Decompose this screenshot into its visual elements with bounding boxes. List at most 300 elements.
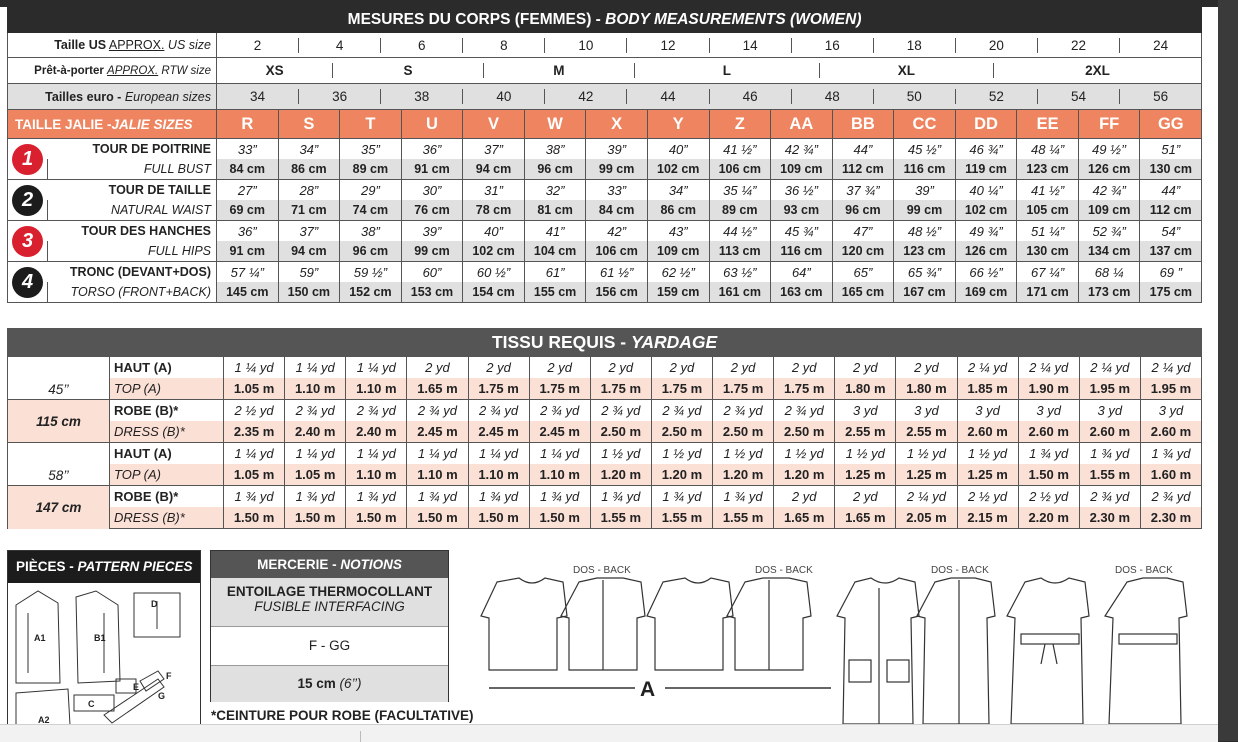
measurement-inch-cell: 43” [647, 221, 709, 242]
piece-label: D [151, 599, 158, 609]
measurement-name-en: NATURAL WAIST [48, 200, 217, 221]
measurement-cm-cell: 102 cm [463, 241, 525, 262]
yardage-yd-cell: 2 yd [407, 357, 468, 379]
yardage-m-cell: 1.50 m [407, 507, 468, 529]
yardage-m-cell: 1.80 m [835, 378, 896, 400]
jalie-size-cell: CC [894, 110, 956, 139]
yardage-m-cell: 1.65 m [835, 507, 896, 529]
rtw-size-row-cell: 2XL [993, 63, 1201, 78]
us-size-row-cell: 22 [1037, 38, 1119, 53]
measurement-cm-cell: 126 cm [1078, 159, 1140, 180]
rtw-size-row-cell: XS [265, 63, 284, 78]
yardage-yd-cell: 1 ¾ yd [346, 486, 407, 508]
yardage-m-cell: 1.10 m [346, 464, 407, 486]
jalie-size-cell: Z [709, 110, 771, 139]
yardage-m-cell: 2.50 m [713, 421, 774, 443]
yardage-yd-cell: 3 yd [957, 400, 1018, 422]
yardage-m-cell: 1.10 m [346, 378, 407, 400]
yardage-yd-cell: 2 yd [529, 357, 590, 379]
measurement-inch-cell: 60 ½” [463, 262, 525, 283]
yardage-yd-cell: 1 ¾ yd [1018, 443, 1079, 465]
measurement-row-cm [8, 241, 1202, 262]
measurement-cm-cell: 165 cm [832, 282, 894, 303]
yardage-row-yards [8, 486, 1202, 508]
yardage-m-cell: 1.10 m [285, 378, 346, 400]
measurement-inch-cell: 34” [278, 139, 340, 160]
measurement-cm-cell: 126 cm [955, 241, 1017, 262]
measurement-inch-cell: 35” [340, 139, 402, 160]
yardage-yd-cell: 3 yd [1079, 400, 1140, 422]
measurement-inch-cell: 33” [217, 139, 279, 160]
yardage-m-cell: 1.50 m [529, 507, 590, 529]
measurement-inch-cell: 44” [1140, 180, 1202, 201]
measurement-cm-cell: 102 cm [955, 200, 1017, 221]
measurement-cm-cell: 163 cm [771, 282, 833, 303]
us-size-row-cell: 16 [791, 38, 873, 53]
us-size-row-cell: 4 [298, 38, 380, 53]
yardage-m-cell: 2.40 m [285, 421, 346, 443]
yardage-m-cell: 1.75 m [713, 378, 774, 400]
measurement-inch-cell: 36 ½” [771, 180, 833, 201]
measurement-cm-cell: 106 cm [709, 159, 771, 180]
measurement-inch-cell: 64” [771, 262, 833, 283]
measurement-name-en: FULL HIPS [48, 241, 217, 262]
garment-name-en: DRESS (B)* [110, 421, 224, 443]
yardage-m-cell: 2.30 m [1079, 507, 1140, 529]
yardage-m-cell: 2.45 m [529, 421, 590, 443]
measurement-inch-cell: 40 ¼” [955, 180, 1017, 201]
back-label: DOS - BACK [931, 565, 989, 576]
yardage-yd-cell: 2 yd [713, 357, 774, 379]
measurement-cm-cell: 159 cm [647, 282, 709, 303]
measurement-cm-cell: 78 cm [463, 200, 525, 221]
yardage-yd-cell: 1 ¾ yd [590, 486, 651, 508]
yardage-m-cell: 1.90 m [1018, 378, 1079, 400]
yardage-yd-cell: 2 ¼ yd [1140, 357, 1201, 379]
yardage-yd-cell: 1 ¼ yd [468, 443, 529, 465]
measurement-cm-cell: 120 cm [832, 241, 894, 262]
rtw-size-row-values [217, 58, 1202, 84]
euro-size-row-cell: 38 [380, 89, 462, 104]
yardage-yd-cell: 2 ¾ yd [346, 400, 407, 422]
dress-front-sketch [837, 578, 919, 724]
measurement-row-inches [8, 139, 1202, 160]
jalie-size-cell: EE [1017, 110, 1079, 139]
measurement-cm-cell: 171 cm [1017, 282, 1079, 303]
measurement-row-cm [8, 200, 1202, 221]
yardage-row-meters [8, 464, 1202, 486]
measurement-inch-cell: 49 ½’’ [1078, 139, 1140, 160]
yardage-yd-cell: 2 ¼ yd [1079, 357, 1140, 379]
yardage-row-yards [8, 443, 1202, 465]
fabric-width-inches: 45’’ [8, 357, 110, 400]
measurement-cm-cell: 137 cm [1140, 241, 1202, 262]
yardage-m-cell: 1.20 m [713, 464, 774, 486]
measurements-header-row [8, 8, 1202, 33]
measurement-inch-cell: 36” [401, 139, 463, 160]
measurement-inch-cell: 40” [647, 139, 709, 160]
yardage-yd-cell: 1 ¾ yd [529, 486, 590, 508]
yardage-m-cell: 1.05 m [224, 464, 285, 486]
measurement-inch-cell: 44 ½” [709, 221, 771, 242]
measurement-cm-cell: 130 cm [1140, 159, 1202, 180]
measurement-inch-cell: 42 ¾” [771, 139, 833, 160]
measurement-cm-cell: 106 cm [586, 241, 648, 262]
yardage-m-cell: 1.10 m [407, 464, 468, 486]
yardage-yd-cell: 2 ¾ yd [468, 400, 529, 422]
measurement-inch-cell: 67 ¼” [1017, 262, 1079, 283]
yardage-yd-cell: 1 ½ yd [590, 443, 651, 465]
yardage-yd-cell: 2 yd [590, 357, 651, 379]
measurement-cm-cell: 86 cm [278, 159, 340, 180]
measurement-inch-cell: 33” [586, 180, 648, 201]
yardage-yd-cell: 2 ½ yd [1018, 486, 1079, 508]
yardage-yd-cell: 2 ¾ yd [713, 400, 774, 422]
yardage-yd-cell: 2 ¾ yd [1079, 486, 1140, 508]
measurement-inch-cell: 48 ¼” [1017, 139, 1079, 160]
measurement-cm-cell: 105 cm [1017, 200, 1079, 221]
yardage-yd-cell: 2 yd [651, 357, 712, 379]
notions-title: MERCERIE - NOTIONS [211, 551, 448, 578]
measurement-cm-cell: 167 cm [894, 282, 956, 303]
garment-name-fr: ROBE (B)* [110, 400, 224, 422]
measurement-cm-cell: 109 cm [771, 159, 833, 180]
us-size-row-cell: 12 [626, 38, 708, 53]
measurement-inch-cell: 39” [586, 139, 648, 160]
yardage-m-cell: 1.20 m [590, 464, 651, 486]
measurement-inch-cell: 42 ¾” [1078, 180, 1140, 201]
pattern-pieces-title: PIÈCES - PATTERN PIECES [8, 551, 200, 583]
measurement-cm-cell: 96 cm [832, 200, 894, 221]
measurement-row-cm [8, 282, 1202, 303]
yardage-yd-cell: 3 yd [835, 400, 896, 422]
yardage-yd-cell: 2 ¼ yd [896, 486, 957, 508]
measurement-name-en: TORSO (FRONT+BACK) [48, 282, 217, 303]
measurement-cm-cell: 94 cm [463, 159, 525, 180]
yardage-yd-cell: 1 ½ yd [774, 443, 835, 465]
jalie-size-cell: BB [832, 110, 894, 139]
yardage-m-cell: 2.60 m [1018, 421, 1079, 443]
piece-label: C [88, 699, 95, 709]
yardage-m-cell: 1.95 m [1140, 378, 1201, 400]
measurement-inch-cell: 66 ½” [955, 262, 1017, 283]
yardage-m-cell: 2.50 m [651, 421, 712, 443]
rtw-size-row-cell: L [634, 63, 819, 78]
us-size-row-cell: 24 [1119, 38, 1201, 53]
measurement-number-badge: 3 [12, 226, 43, 257]
us-size-row [8, 33, 1202, 58]
measurement-inch-cell: 38” [524, 139, 586, 160]
measurement-inch-cell: 40” [463, 221, 525, 242]
measurement-cm-cell: 161 cm [709, 282, 771, 303]
measurement-inch-cell: 47” [832, 221, 894, 242]
measurement-number-badge: 1 [12, 144, 43, 175]
yardage-m-cell: 1.75 m [651, 378, 712, 400]
yardage-m-cell: 1.60 m [1140, 464, 1201, 486]
yardage-yd-cell: 1 ¾ yd [1079, 443, 1140, 465]
measurement-inch-cell: 52 ¾” [1078, 221, 1140, 242]
measurement-inch-cell: 37” [278, 221, 340, 242]
yardage-yd-cell: 1 ¼ yd [285, 357, 346, 379]
yardage-row-meters [8, 421, 1202, 443]
notion-item-en: FUSIBLE INTERFACING [254, 599, 405, 614]
yardage-yd-cell: 2 yd [468, 357, 529, 379]
yardage-yd-cell: 2 ½ yd [224, 400, 285, 422]
yardage-yd-cell: 2 yd [835, 486, 896, 508]
measurement-inch-cell: 34” [647, 180, 709, 201]
yardage-yd-cell: 1 ½ yd [957, 443, 1018, 465]
euro-size-row-cell: 48 [791, 89, 873, 104]
yardage-yd-cell: 1 ¼ yd [529, 443, 590, 465]
yardage-yd-cell: 1 ¼ yd [224, 357, 285, 379]
measurement-cm-cell: 96 cm [340, 241, 402, 262]
measurement-inch-cell: 29” [340, 180, 402, 201]
notion-item-fr: ENTOILAGE THERMOCOLLANT [226, 584, 433, 599]
garment-name-en: TOP (A) [110, 464, 224, 486]
measurement-cm-cell: 102 cm [647, 159, 709, 180]
piece-label: A1 [34, 633, 46, 643]
piece-label: B1 [94, 633, 106, 643]
yardage-m-cell: 1.05 m [224, 378, 285, 400]
euro-size-row-cell: 44 [626, 89, 708, 104]
measurement-number-badge: 4 [12, 267, 43, 298]
measurement-inch-cell: 41 ½” [1017, 180, 1079, 201]
measurement-inch-cell: 51” [1140, 139, 1202, 160]
yardage-yd-cell: 1 ¼ yd [346, 357, 407, 379]
yardage-yd-cell: 1 ½ yd [896, 443, 957, 465]
measurement-inch-cell: 49 ¾” [955, 221, 1017, 242]
measurement-number [8, 221, 48, 262]
yardage-m-cell: 2.45 m [407, 421, 468, 443]
yardage-yd-cell: 1 ¼ yd [346, 443, 407, 465]
measurement-cm-cell: 81 cm [524, 200, 586, 221]
back-label: DOS - BACK [755, 565, 813, 576]
yardage-row-yards [8, 357, 1202, 379]
measurement-inch-cell: 28” [278, 180, 340, 201]
euro-size-row-cell: 50 [873, 89, 955, 104]
measurement-name-fr: TOUR DES HANCHES [48, 221, 217, 242]
yardage-header-row [8, 329, 1202, 357]
yardage-yd-cell: 2 ¾ yd [407, 400, 468, 422]
measurement-inch-cell: 45 ½” [894, 139, 956, 160]
yardage-m-cell: 1.75 m [468, 378, 529, 400]
notion-quantity: 15 cm (6’’) [211, 665, 448, 702]
yardage-yd-cell: 2 ¾ yd [651, 400, 712, 422]
measurement-row-inches [8, 221, 1202, 242]
rtw-size-row-cell: M [483, 63, 634, 78]
yardage-yd-cell: 2 ¾ yd [285, 400, 346, 422]
jalie-size-cell: R [217, 110, 279, 139]
rtw-size-row [8, 58, 1202, 84]
measurement-row-inches [8, 180, 1202, 201]
measurement-name-fr: TOUR DE TAILLE [48, 180, 217, 201]
jalie-size-cell: W [524, 110, 586, 139]
yardage-yd-cell: 2 ¾ yd [590, 400, 651, 422]
yardage-m-cell: 2.40 m [346, 421, 407, 443]
measurement-inch-cell: 63 ½” [709, 262, 771, 283]
jalie-size-cell: S [278, 110, 340, 139]
measurement-number [8, 262, 48, 303]
yardage-m-cell: 2.20 m [1018, 507, 1079, 529]
yardage-row-yards [8, 400, 1202, 422]
us-size-row-cell: 10 [544, 38, 626, 53]
jalie-size-cell: U [401, 110, 463, 139]
jalie-size-cell: DD [955, 110, 1017, 139]
yardage-yd-cell: 2 yd [835, 357, 896, 379]
measurement-row-cm [8, 159, 1202, 180]
yardage-m-cell: 1.55 m [651, 507, 712, 529]
jalie-size-cell: FF [1078, 110, 1140, 139]
yardage-m-cell: 1.50 m [285, 507, 346, 529]
measurement-inch-cell: 31” [463, 180, 525, 201]
measurement-inch-cell: 37 ¾” [832, 180, 894, 201]
yardage-m-cell: 1.55 m [713, 507, 774, 529]
piece-label: G [158, 691, 166, 701]
measurement-number [8, 139, 48, 180]
us-size-row-cell: 2 [253, 37, 262, 53]
yardage-m-cell: 1.50 m [1018, 464, 1079, 486]
notion-item [211, 578, 448, 626]
yardage-m-cell: 2.55 m [835, 421, 896, 443]
yardage-m-cell: 2.55 m [896, 421, 957, 443]
measurement-cm-cell: 91 cm [217, 241, 279, 262]
measurement-inch-cell: 35 ¼” [709, 180, 771, 201]
measurement-cm-cell: 134 cm [1078, 241, 1140, 262]
garment-name-en: DRESS (B)* [110, 507, 224, 529]
dress-back-sketch [917, 578, 995, 724]
top-front-sketch [481, 578, 567, 670]
measurements-title: MESURES DU CORPS (FEMMES) - BODY MEASUREMENTS (WOMEN) [8, 8, 1202, 33]
piece-label: F [166, 671, 172, 681]
yardage-yd-cell: 2 yd [774, 486, 835, 508]
measurement-cm-cell: 74 cm [340, 200, 402, 221]
yardage-m-cell: 2.05 m [896, 507, 957, 529]
notion-size-range: F - GG [211, 626, 448, 665]
yardage-yd-cell: 2 yd [774, 357, 835, 379]
yardage-m-cell: 1.10 m [529, 464, 590, 486]
euro-size-row-cell: 40 [462, 89, 544, 104]
measurement-inch-cell: 30” [401, 180, 463, 201]
euro-size-row-cell: 56 [1119, 89, 1201, 104]
measurement-inch-cell: 41” [524, 221, 586, 242]
yardage-m-cell: 1.55 m [1079, 464, 1140, 486]
measurement-inch-cell: 38” [340, 221, 402, 242]
measurement-cm-cell: 86 cm [647, 200, 709, 221]
yardage-m-cell: 1.75 m [529, 378, 590, 400]
yardage-m-cell: 2.60 m [1140, 421, 1201, 443]
jalie-size-row [8, 110, 1202, 139]
yardage-yd-cell: 1 ¼ yd [224, 443, 285, 465]
measurement-cm-cell: 69 cm [217, 200, 279, 221]
garment-name-fr: HAUT (A) [110, 443, 224, 465]
measurement-inch-cell: 61” [524, 262, 586, 283]
fabric-width-inches: 58’’ [8, 443, 110, 486]
measurement-cm-cell: 156 cm [586, 282, 648, 303]
belted-dress-back-sketch [1105, 578, 1187, 724]
measurement-inch-cell: 41 ½” [709, 139, 771, 160]
euro-size-row-cell: 36 [298, 89, 380, 104]
yardage-m-cell: 2.30 m [1140, 507, 1201, 529]
measurement-cm-cell: 173 cm [1078, 282, 1140, 303]
measurement-inch-cell: 69 ” [1140, 262, 1202, 283]
yardage-m-cell: 1.65 m [774, 507, 835, 529]
yardage-m-cell: 2.15 m [957, 507, 1018, 529]
yardage-m-cell: 1.55 m [590, 507, 651, 529]
measurement-cm-cell: 93 cm [771, 200, 833, 221]
measurement-cm-cell: 94 cm [278, 241, 340, 262]
measurement-inch-cell: 57 ¼” [217, 262, 279, 283]
yardage-yd-cell: 1 ¼ yd [285, 443, 346, 465]
us-size-row-cell: 8 [462, 38, 544, 53]
technical-drawings [475, 558, 1205, 724]
yardage-yd-cell: 3 yd [896, 400, 957, 422]
measurement-cm-cell: 89 cm [709, 200, 771, 221]
yardage-row-meters [8, 507, 1202, 529]
measurement-cm-cell: 71 cm [278, 200, 340, 221]
top-edge [0, 0, 1218, 7]
jalie-size-cell: V [463, 110, 525, 139]
yardage-m-cell: 1.75 m [590, 378, 651, 400]
yardage-table [7, 328, 1202, 529]
measurement-number-badge: 2 [12, 185, 43, 216]
yardage-m-cell: 1.50 m [468, 507, 529, 529]
yardage-yd-cell: 1 ½ yd [835, 443, 896, 465]
yardage-m-cell: 1.75 m [774, 378, 835, 400]
yardage-yd-cell: 1 ¾ yd [407, 486, 468, 508]
measurement-cm-cell: 175 cm [1140, 282, 1202, 303]
jalie-size-cell: GG [1140, 110, 1202, 139]
back-label: DOS - BACK [1115, 565, 1173, 576]
yardage-m-cell: 1.25 m [835, 464, 896, 486]
measurement-cm-cell: 150 cm [278, 282, 340, 303]
viewer-scrollbar-track[interactable] [1218, 0, 1238, 741]
measurement-cm-cell: 84 cm [586, 200, 648, 221]
jalie-size-cell: AA [771, 110, 833, 139]
measurement-name-fr: TOUR DE POITRINE [48, 139, 217, 160]
measurement-cm-cell: 91 cm [401, 159, 463, 180]
euro-size-row-values [217, 84, 1202, 110]
yardage-yd-cell: 2 ¾ yd [774, 400, 835, 422]
yardage-m-cell: 1.10 m [468, 464, 529, 486]
euro-size-row-label: Tailles euro - European sizes [8, 84, 217, 110]
yardage-m-cell: 1.05 m [285, 464, 346, 486]
measurement-cm-cell: 123 cm [1017, 159, 1079, 180]
yardage-m-cell: 1.25 m [896, 464, 957, 486]
back-label: DOS - BACK [573, 565, 631, 576]
measurement-cm-cell: 109 cm [1078, 200, 1140, 221]
measurement-name-en: FULL BUST [48, 159, 217, 180]
body-measurements-table [7, 7, 1202, 303]
measurement-inch-cell: 44” [832, 139, 894, 160]
yardage-yd-cell: 1 ¾ yd [285, 486, 346, 508]
measurement-cm-cell: 145 cm [217, 282, 279, 303]
measurement-inch-cell: 37” [463, 139, 525, 160]
measurement-cm-cell: 109 cm [647, 241, 709, 262]
measurement-inch-cell: 62 ½” [647, 262, 709, 283]
yardage-yd-cell: 1 ¼ yd [407, 443, 468, 465]
us-size-row-values [217, 33, 1202, 58]
garment-name-en: TOP (A) [110, 378, 224, 400]
measurement-inch-cell: 36” [217, 221, 279, 242]
fabric-width-cm: 147 cm [8, 486, 110, 529]
measurement-number [8, 180, 48, 221]
yardage-title: TISSU REQUIS - YARDAGE [8, 329, 1202, 357]
measurement-inch-cell: 39” [401, 221, 463, 242]
yardage-yd-cell: 2 ¼ yd [957, 357, 1018, 379]
measurement-cm-cell: 99 cm [586, 159, 648, 180]
yardage-m-cell: 1.65 m [407, 378, 468, 400]
rtw-size-row-label: Prêt-à-porter APPROX. RTW size [8, 58, 217, 84]
